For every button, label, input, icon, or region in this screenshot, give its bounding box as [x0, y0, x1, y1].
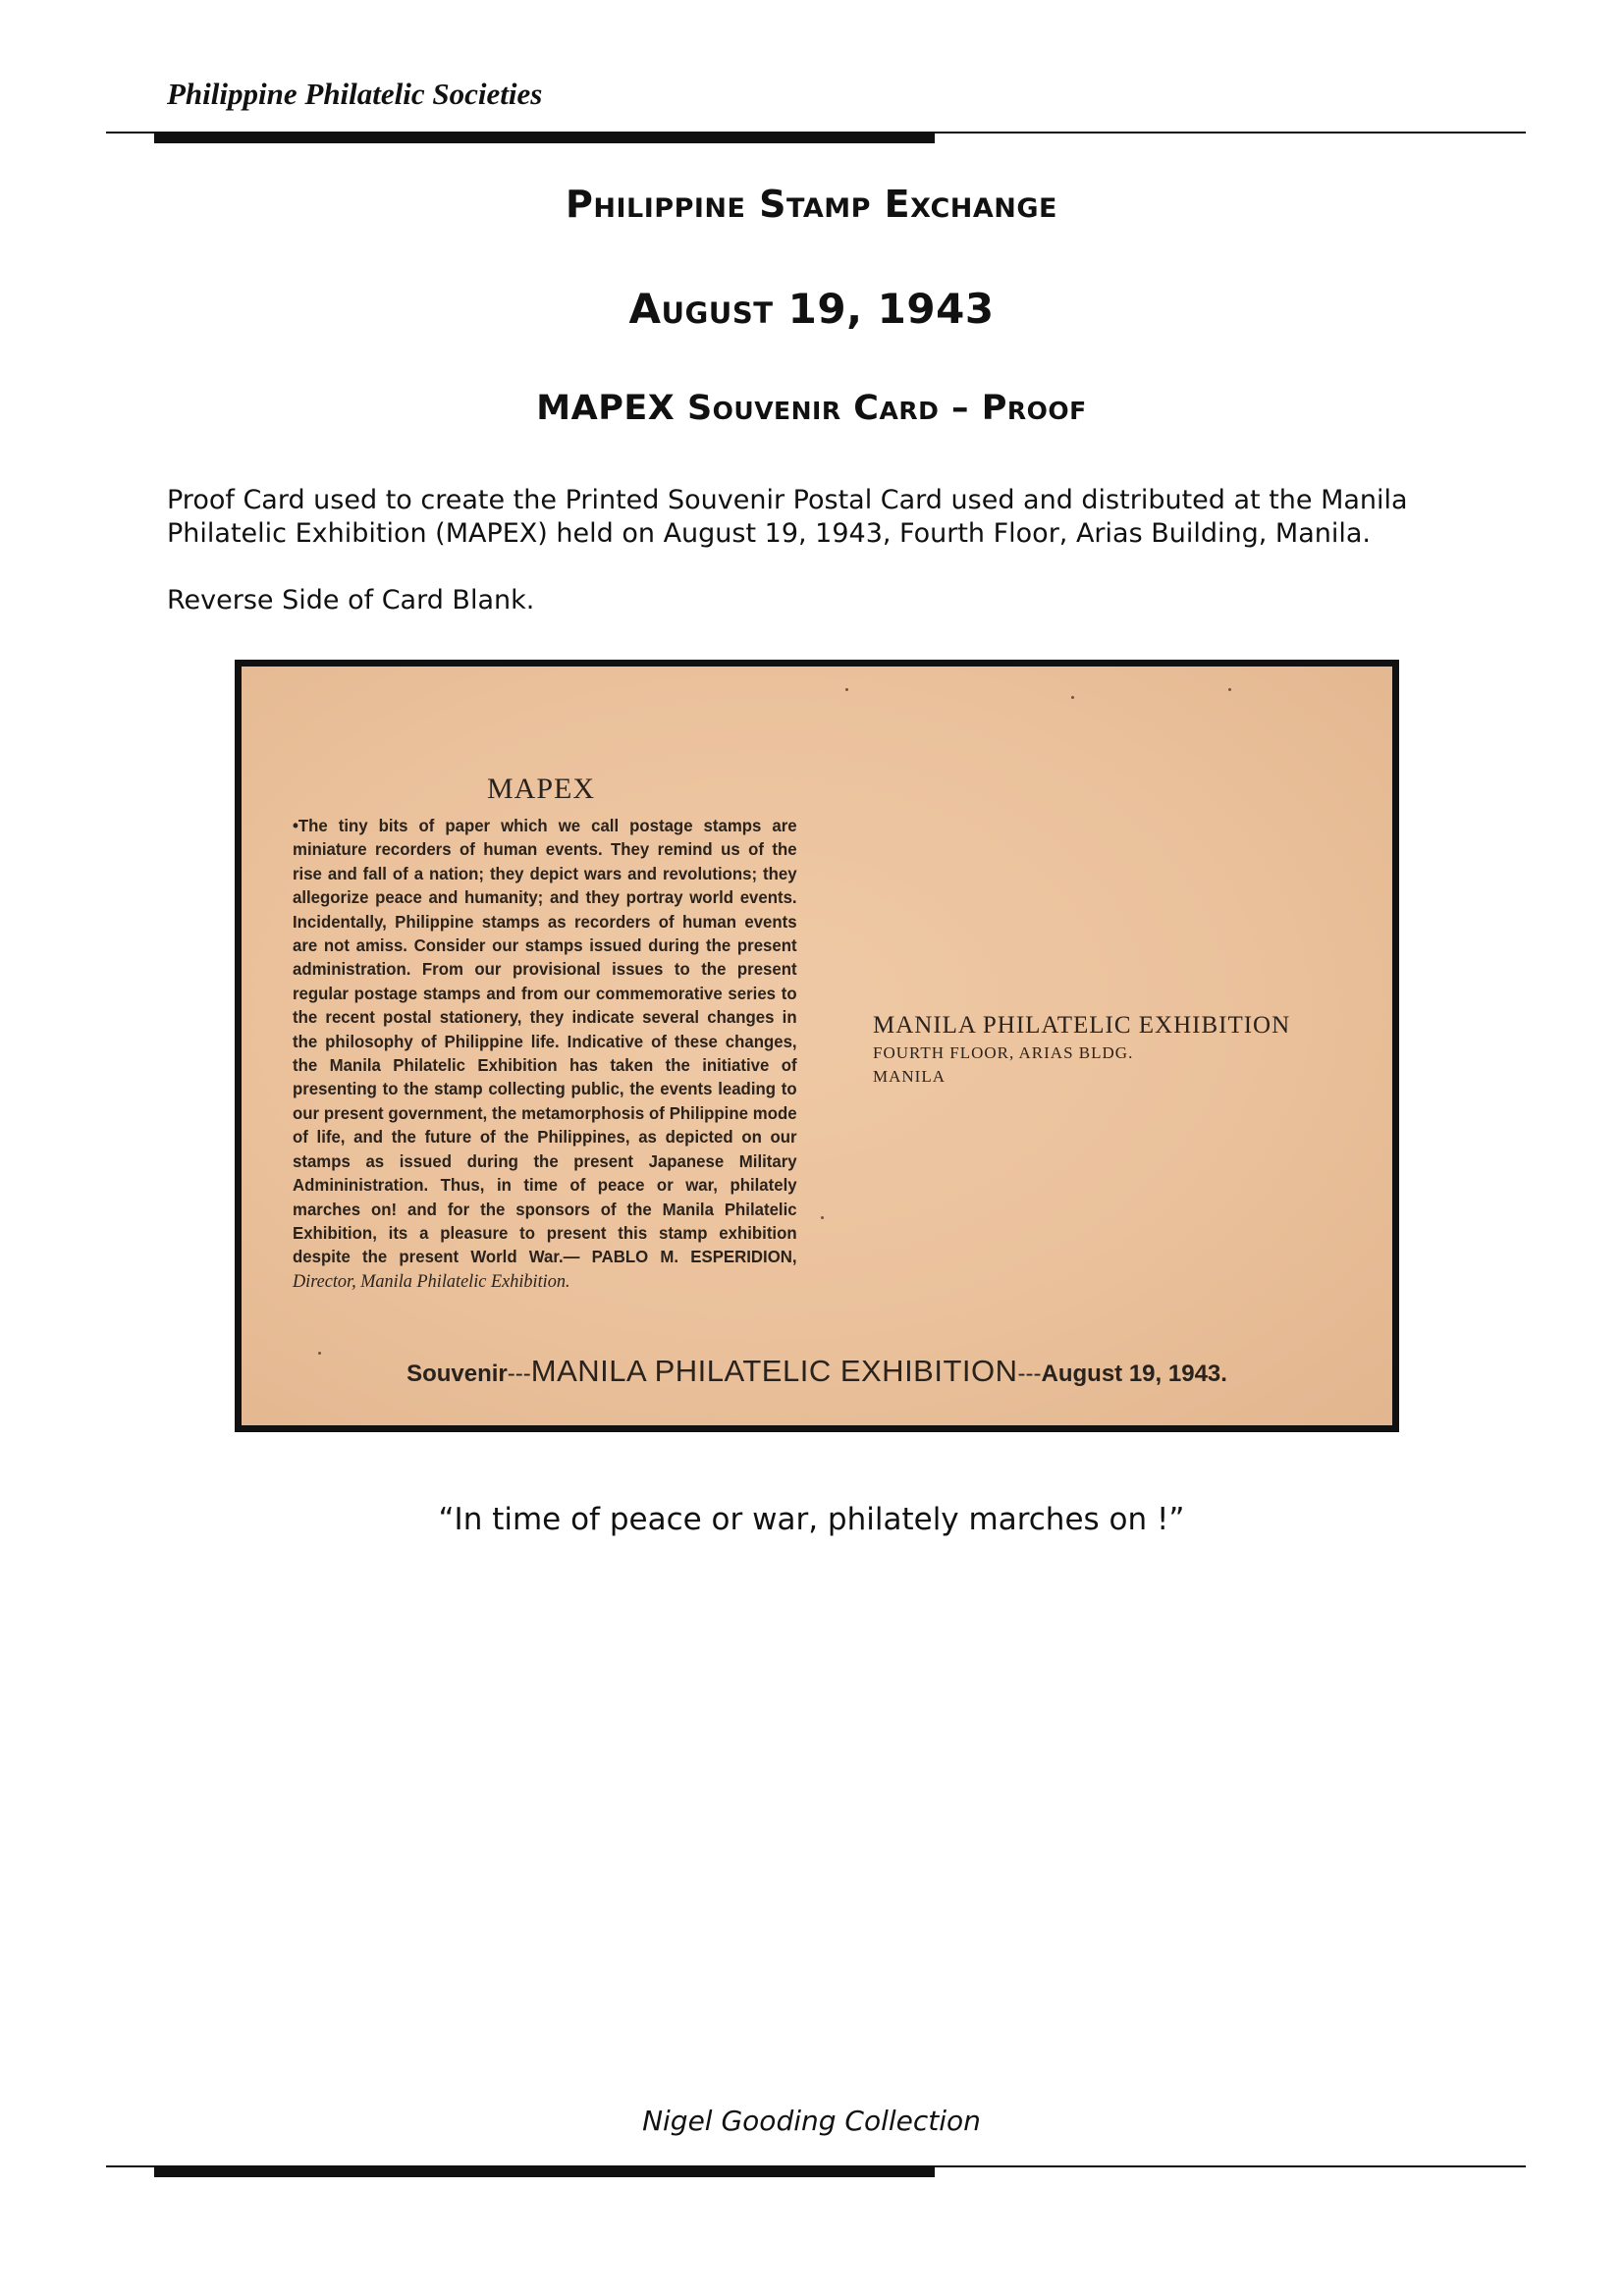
card-footer-date: August 19, 1943.: [1041, 1361, 1227, 1387]
page-subtitle: MAPEX Souvenir Card – Proof: [536, 389, 1087, 428]
page-title: Philippine Stamp Exchange: [566, 183, 1057, 226]
card-footer-exhibition: MANILA PHILATELIC EXHIBITION: [530, 1354, 1018, 1388]
card-address-line-3: MANILA: [873, 1067, 946, 1086]
reverse-side-note: Reverse Side of Card Blank.: [167, 585, 535, 615]
card-footer-souvenir: Souvenir: [406, 1361, 508, 1387]
footer-rule-thick: [154, 2166, 935, 2177]
card-heading: MAPEX: [487, 773, 596, 805]
card-message: [293, 814, 797, 1294]
quote: “In time of peace or war, philately marches on !”: [438, 1502, 1185, 1537]
souvenir-card: [242, 667, 1392, 1425]
card-signature-title: Director, Manila Philatelic Exhibition.: [293, 1270, 570, 1292]
card-footer-line: [242, 1354, 1392, 1389]
paper-speck: [821, 1216, 824, 1219]
card-footer-dash: ---: [507, 1361, 531, 1387]
card-signature-name: PABLO M. ESPERIDION,: [591, 1247, 797, 1267]
card-footer-dash: ---: [1017, 1361, 1042, 1387]
paper-speck: [1071, 696, 1074, 699]
footer-credit: Nigel Gooding Collection: [642, 2105, 981, 2137]
paper-speck: [845, 688, 848, 691]
card-address-line-1: MANILA PHILATELIC EXHIBITION: [873, 1012, 1291, 1039]
description-paragraph: Proof Card used to create the Printed Souvenir Postal Card used and distributed at the Manila Philatelic Exhibition (MAPEX) held on August 19, 1943, Fourth Floor, Arias Building, Manila.: [167, 485, 1408, 549]
header-rule-thick: [154, 133, 935, 143]
souvenir-card-frame: [235, 660, 1399, 1432]
page-header-title: Philippine Philatelic Societies: [167, 77, 543, 111]
card-message-body: •The tiny bits of paper which we call postage stamps are miniature recorders of human events. They remind us of the rise and fall of a nation; they depict wars and revolutions; they allegorize peace and humanity; and they portray world events. Incidentally, Philippine stamps as recorders of human events are not amiss. Consider our stamps issued during the present administration. From our provisional issues to the present regular postage stamps and from our commemorative series to the recent postal stationery, they indicate several changes in the philosophy of Philippine life. Indicative of these changes, the Manila Philatelic Exhibition has taken the initiative of presenting to the stamp collecting public, the events leading to our present government, the metamorphosis of Philippine mode of life, and the future of the Philippines, as depicted on our stamps as issued during the present Japanese Military Admininistration. Thus, in time of peace or war, philately marches on! and for the sponsors of the Manila Philatelic Exhibition, its a pleasure to present this stamp exhibition despite the present World War.—: [293, 816, 797, 1267]
paper-speck: [1228, 688, 1231, 691]
page-date: August 19, 1943: [628, 285, 995, 333]
card-address-line-2: FOURTH FLOOR, ARIAS BLDG.: [873, 1043, 1134, 1062]
